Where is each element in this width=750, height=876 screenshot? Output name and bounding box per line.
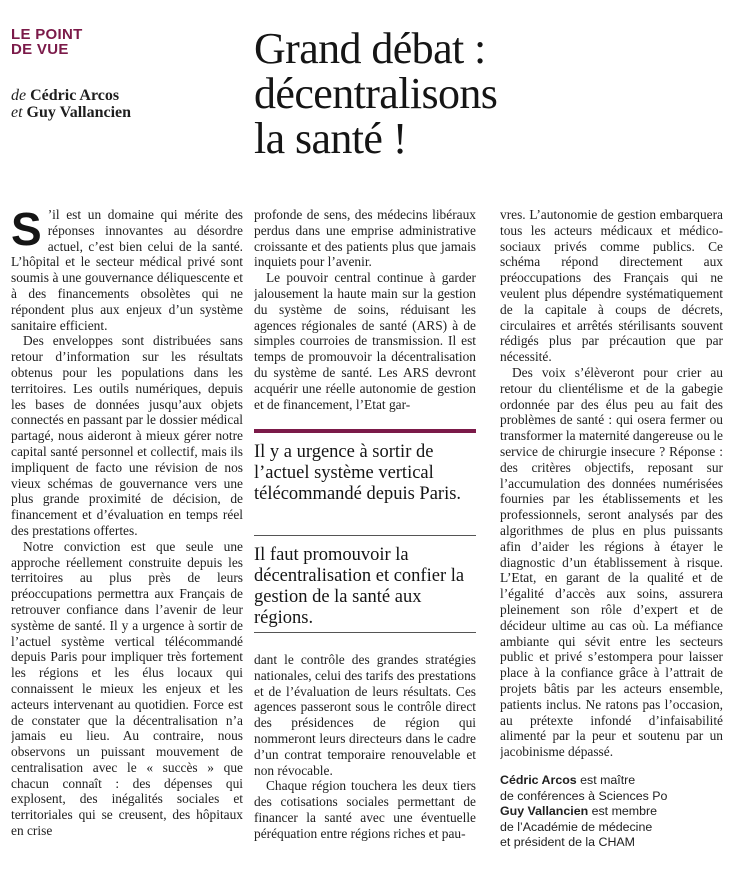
- body-column-2-top: [254, 207, 476, 427]
- body-paragraph: dant le contrôle des grandes stratégies nationales, celui des tarifs des prestations et de l’évaluation de leurs résultats. Ces agences passeront sous le contrôle direct des présidences de région qui nommeront leurs directeurs dans le cadre d’un contrat temporaire renouvelable et non révocable.: [254, 652, 476, 778]
- drop-cap: S: [11, 207, 42, 255]
- pull-quote-2: Il faut promouvoir la décentralisation et confier la gestion de la santé aux régions.: [254, 545, 465, 628]
- rubric-line-2: DE VUE: [11, 41, 69, 58]
- pull-quote-top-rule: [254, 429, 476, 433]
- body-paragraph: Des enveloppes sont distribuées sans retour d’information sur les résultats obtenus pour les populations dans les territoires. Les outils numériques, depuis les bases de données jusqu’aux objets connectés en passant par le dossier médical partagé, nous aideront à mieux gérer notre capital santé personnel et collectif, mais ils impliquent de facto une révision de nos vieux schémas de gouvernance vers une plus grande proximité de décision, de financement et d’évaluation en temps réel des prestations offertes.: [11, 333, 243, 538]
- body-paragraph: Notre conviction est que seule une approche réellement construite depuis les territoires au plus près de leurs préoccupations permettra aux Français de retrouver confiance dans l’avenir de leur système de santé. Il y a urgence à sortir de l’actuel système vertical télécommandé depuis Paris pour impliquer très fortement les régions et les élus locaux qui connaissent le mieux les enjeux et les acteurs intervenant au quotidien. Force est de constater que la décentralisation n’a jamais eu lieu. Au contraire, nous observons un puissant mouvement de centralisation avec le « succès » que chacun connaît : des dépenses qui explosent, des inégalités sociales et territoriales qui se creusent, des hôpitaux en crise: [11, 538, 243, 839]
- pull-quote-1: Il y a urgence à sortir de l’actuel système vertical télécommandé depuis Paris.: [254, 442, 462, 504]
- byline-prefix-2: et: [11, 104, 27, 121]
- byline-author-2: Guy Vallancien: [26, 104, 132, 121]
- headline-line-3: la santé !: [254, 114, 407, 163]
- pull-quote-divider: [254, 535, 476, 536]
- body-column-3: [500, 207, 723, 767]
- body-paragraph: vres. L’autonomie de gestion embarquera tous les acteurs médicaux et médico-sociaux privés comme publics. Ce schéma répond directement aux préoccupations des Français qui ne veulent plus dépendre systématiquement de la capitale à coups de décrets, circulaires et arrêtés stérilisants souvent rédigés plus par précaution que par nécessité.: [500, 207, 723, 365]
- body-paragraph: Chaque région touchera les deux tiers des cotisations sociales permettant de financer la santé avec une éventuelle péréquation entre régions riches et pau-: [254, 778, 476, 841]
- rubric-line-1: LE POINT: [11, 26, 83, 43]
- body-paragraph: Des voix s’élèveront pour crier au retour du clientélisme et de la gabegie ordonnée par des élus peu au fait des problèmes de santé : qui osera fermer ou transformer la maternité dangereuse ou le service de chirurgie insecure ? Réponse : des critères objectifs, reposant sur l’accumulation des données numérisées fournies par les établissements et les professionnels, seront analysés par des algorithmes de plus en plus puissants afin d’aider les régions à étayer le diagnostic d’un établissement à risque. L’Etat, en garant de la qualité et de l’égalité d’accès aux soins, assurera pleinement son rôle d’expert et de décideur ultime au cas où. La méfiance ambiante qui sévit entre les secteurs public et privé s’estompera pour laisser place à la confiance grâce à l’attrait de projets bâtis par les acteurs ensemble, patients inclus. Ne ratons pas l’occasion, au prétexte infondé d’infaisabilité alimenté par la peur et soutenu par un jacobinisme dépassé.: [500, 364, 723, 760]
- headline-line-2: décentralisons: [254, 69, 498, 118]
- body-column-1: [11, 207, 243, 857]
- pull-quote-box: [254, 429, 476, 633]
- bio-name-2: Guy Vallancien: [500, 804, 589, 819]
- body-column-2-bottom: [254, 652, 476, 862]
- byline-prefix-1: de: [11, 87, 31, 104]
- pull-quote-bottom-rule: [254, 632, 476, 633]
- article-headline: [254, 26, 584, 161]
- section-rubric: [11, 27, 131, 57]
- headline-line-1: Grand débat :: [254, 24, 486, 73]
- byline: [11, 87, 191, 121]
- bio-name-1: Cédric Arcos: [500, 773, 577, 787]
- body-paragraph: S ’il est un domaine qui mérite des réponses innovantes au désordre actuel, c’est bien celui de la santé. L’hôpital et le secteur médical privé sont soumis à une gouvernance déliquescente et à des financements obsolètes qui ne répondent plus aux enjeux d’un système sanitaire efficient.: [11, 207, 243, 333]
- body-paragraph: Le pouvoir central continue à garder jalousement la haute main sur la gestion du système de soins, réduisant les agences régionales de santé (ARS) à de simples courroies de transmission. Il est temps de promouvoir la décentralisation du système de santé. Les ARS devront acquérir une réelle autonomie de gestion et de financement, l’Etat gar-: [254, 270, 476, 412]
- byline-author-1: Cédric Arcos: [30, 87, 120, 104]
- body-paragraph: profonde de sens, des médecins libéraux perdus dans une emprise administrative croissante et des patients plus que jamais inquiets pour l’avenir.: [254, 207, 476, 270]
- author-bio: Cédric Arcos est maître de conférences à Sciences Po Guy Vallancien est membre de l’Académie de médecine et président de la CHAM: [500, 773, 668, 850]
